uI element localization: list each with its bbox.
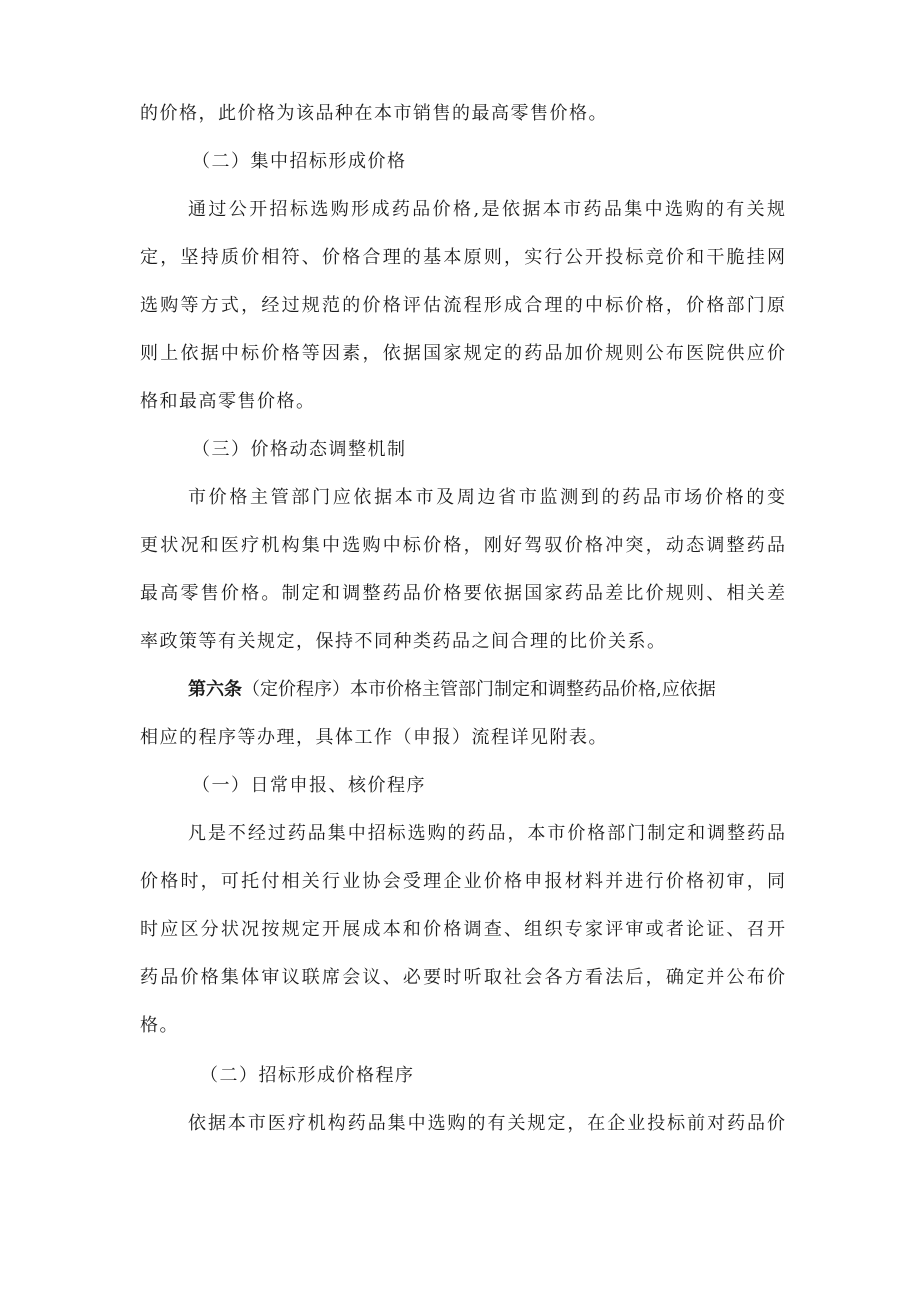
paragraph-line: 选购等方式，经过规范的价格评估流程形成合理的中标价格，价格部门原 (140, 295, 785, 316)
paragraph-line: 时应区分状况按规定开展成本和价格调查、组织专家评审或者论证、召开 (140, 919, 785, 940)
article-line (188, 678, 716, 702)
paragraph-line: 则上依据中标价格等因素，依据国家规定的药品加价规则公布医院供应价 (140, 343, 785, 364)
paragraph-line: 依据本市医疗机构药品集中选购的有关规定，在企业投标前对药品价 (188, 1113, 785, 1134)
paragraph-line: 药品价格集体审议联席会议、必要时听取社会各方看法后，确定并公布价 (140, 967, 785, 988)
section-heading: （三）价格动态调整机制 (192, 439, 407, 460)
paragraph-line: 率政策等有关规定，保持不同种类药品之间合理的比价关系。 (140, 631, 667, 652)
paragraph-line: 市价格主管部门应依据本市及周边省市监测到的药品市场价格的变 (188, 487, 785, 508)
paragraph-line: 更状况和医疗机构集中选购中标价格，刚好驾驭价格冲突，动态调整药品 (140, 535, 785, 556)
paragraph-line: 最高零售价格。制定和调整药品价格要依据国家药品差比价规则、相关差 (140, 583, 785, 604)
section-heading: （一）日常申报、核价程序 (192, 775, 426, 796)
paragraph-line: 格和最高零售价格。 (140, 391, 316, 412)
section-heading: （二）集中招标形成价格 (192, 151, 407, 172)
paragraph-line: 格。 (140, 1015, 179, 1036)
section-heading: （二）招标形成价格程序 (200, 1065, 415, 1086)
paragraph-line: 凡是不经过药品集中招标选购的药品，本市价格部门制定和调整药品 (188, 823, 785, 844)
article-text: （定价程序）本市价格主管部门制定和调整药品价格,应依据 (242, 679, 716, 700)
paragraph-line: 通过公开招标选购形成药品价格,是依据本市药品集中选购的有关规 (188, 199, 785, 220)
paragraph-line: 定，坚持质价相符、价格合理的基本原则，实行公开投标竞价和干脆挂网 (140, 247, 785, 268)
paragraph-line: 相应的程序等办理，具体工作（申报）流程详见附表。 (140, 727, 608, 748)
article-number: 第六条 (188, 679, 242, 700)
paragraph-line: 价格时，可托付相关行业协会受理企业价格申报材料并进行价格初审，同 (140, 871, 785, 892)
paragraph-line: 的价格，此价格为该品种在本市销售的最高零售价格。 (140, 103, 608, 124)
